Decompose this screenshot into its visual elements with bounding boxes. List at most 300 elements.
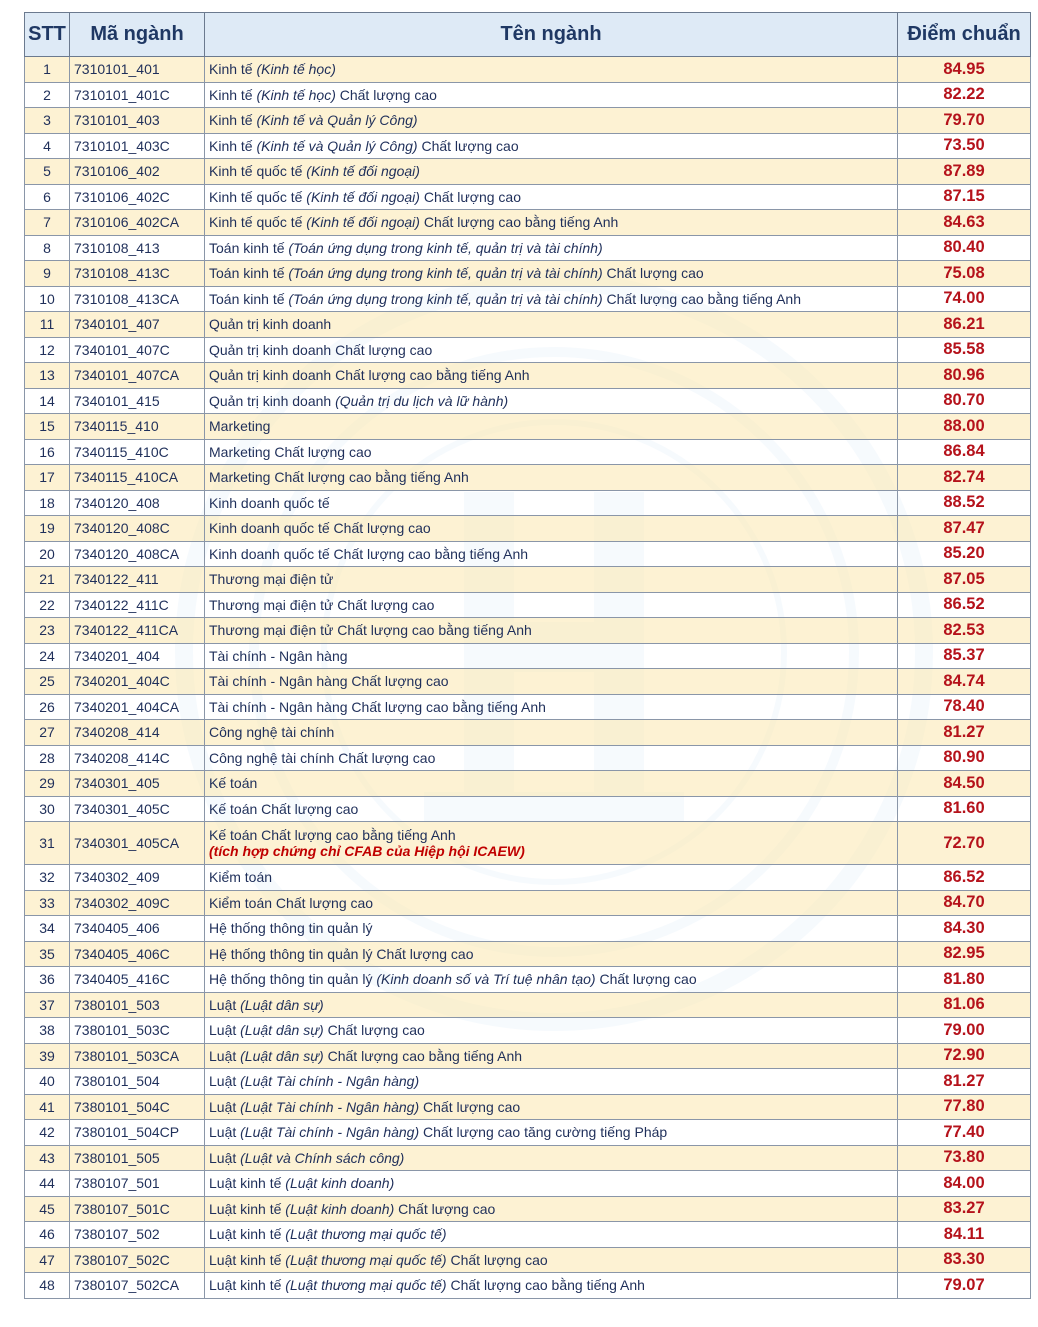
table-row (25, 337, 1031, 363)
table-row (25, 1094, 1031, 1120)
major-name: Kinh doanh quốc tế Chất lượng cao (209, 520, 431, 537)
benchmark-score-cell: 80.96 (898, 363, 1031, 389)
major-name-cell (205, 771, 898, 797)
table-row (25, 720, 1031, 746)
major-specialization: (Luật dân sự) (240, 1047, 324, 1064)
major-code-cell: 7380101_504 (70, 1069, 205, 1095)
major-name-cell (205, 1120, 898, 1146)
stt-cell: 48 (25, 1273, 70, 1299)
major-code-cell: 7310101_403C (70, 133, 205, 159)
table-row (25, 796, 1031, 822)
major-name-cell (205, 133, 898, 159)
table-row (25, 312, 1031, 338)
table-row (25, 694, 1031, 720)
major-name-cell (205, 286, 898, 312)
major-code-cell: 7340101_415 (70, 388, 205, 414)
major-name-cell (205, 592, 898, 618)
major-code-cell: 7380101_504CP (70, 1120, 205, 1146)
major-name: Toán kinh tế (209, 290, 285, 307)
benchmark-score-cell: 77.40 (898, 1120, 1031, 1146)
major-name: Luật (209, 1124, 237, 1141)
table-row (25, 159, 1031, 185)
major-code-cell: 7380101_503CA (70, 1043, 205, 1069)
stt-cell: 7 (25, 210, 70, 236)
stt-cell: 17 (25, 465, 70, 491)
stt-cell: 23 (25, 618, 70, 644)
stt-cell: 10 (25, 286, 70, 312)
major-name: Kinh tế quốc tế (209, 188, 303, 205)
major-name: Luật kinh tế (209, 1277, 282, 1294)
major-name: Kinh tế quốc tế (209, 214, 303, 231)
major-specialization: (Luật kinh doanh) (285, 1175, 395, 1192)
major-name: Quản trị kinh doanh Chất lượng cao (209, 341, 433, 358)
major-name-cell (205, 261, 898, 287)
table-row (25, 865, 1031, 891)
major-name-cell (205, 337, 898, 363)
stt-cell: 43 (25, 1145, 70, 1171)
table-header-row (25, 13, 1031, 57)
table-body (25, 57, 1031, 1299)
major-code-cell: 7340208_414C (70, 745, 205, 771)
table-row (25, 541, 1031, 567)
table-row (25, 822, 1031, 865)
major-name: Công nghệ tài chính Chất lượng cao (209, 749, 436, 766)
stt-cell: 22 (25, 592, 70, 618)
major-name-cell (205, 490, 898, 516)
table-row (25, 490, 1031, 516)
major-name-cell (205, 1018, 898, 1044)
major-specialization: (Kinh doanh số và Trí tuệ nhân tạo) (376, 971, 596, 988)
admission-score-table (24, 12, 1031, 1299)
benchmark-score-cell: 87.15 (898, 184, 1031, 210)
major-name-cell (205, 1069, 898, 1095)
benchmark-score-cell: 84.63 (898, 210, 1031, 236)
stt-cell: 45 (25, 1196, 70, 1222)
major-name-cell (205, 1145, 898, 1171)
major-program-type: Chất lượng cao bằng tiếng Anh (327, 1047, 523, 1064)
table-row (25, 82, 1031, 108)
benchmark-score-cell: 84.50 (898, 771, 1031, 797)
major-specialization: (Toán ứng dụng trong kinh tế, quản trị và tài chính) (288, 265, 603, 282)
benchmark-score-cell: 81.27 (898, 1069, 1031, 1095)
major-specialization: (Kinh tế đối ngoại) (306, 214, 420, 231)
major-specialization: (Luật thương mại quốc tế) (285, 1251, 447, 1268)
table-row (25, 1171, 1031, 1197)
major-name: Hệ thống thông tin quản lý Chất lượng cao (209, 945, 474, 962)
table-row (25, 108, 1031, 134)
benchmark-score-cell: 77.80 (898, 1094, 1031, 1120)
major-name-cell (205, 796, 898, 822)
stt-cell: 40 (25, 1069, 70, 1095)
major-specialization: (Luật và Chính sách công) (240, 1149, 405, 1166)
major-name-cell (205, 235, 898, 261)
major-code-cell: 7340120_408 (70, 490, 205, 516)
benchmark-score-cell: 81.80 (898, 967, 1031, 993)
major-specialization: (Luật Tài chính - Ngân hàng) (240, 1124, 420, 1141)
benchmark-score-cell: 82.53 (898, 618, 1031, 644)
major-name: Luật (209, 1022, 237, 1039)
stt-cell: 4 (25, 133, 70, 159)
stt-cell: 37 (25, 992, 70, 1018)
table-row (25, 669, 1031, 695)
table-row (25, 643, 1031, 669)
major-code-cell: 7340405_406C (70, 941, 205, 967)
major-name: Kế toán Chất lượng cao (209, 800, 359, 817)
major-code-cell: 7380107_502C (70, 1247, 205, 1273)
major-program-type: Chất lượng cao (339, 86, 437, 103)
major-name-cell (205, 312, 898, 338)
major-code-cell: 7340122_411C (70, 592, 205, 618)
major-code-cell: 7340201_404 (70, 643, 205, 669)
major-name: Kinh tế (209, 61, 253, 78)
stt-cell: 14 (25, 388, 70, 414)
major-code-cell: 7380101_504C (70, 1094, 205, 1120)
major-code-cell: 7340101_407C (70, 337, 205, 363)
benchmark-score-cell: 79.70 (898, 108, 1031, 134)
major-specialization: (Luật Tài chính - Ngân hàng) (240, 1073, 420, 1090)
benchmark-score-cell: 84.11 (898, 1222, 1031, 1248)
benchmark-score-cell: 88.52 (898, 490, 1031, 516)
header-name: Tên ngành (205, 13, 898, 57)
major-code-cell: 7310108_413 (70, 235, 205, 261)
benchmark-score-cell: 86.84 (898, 439, 1031, 465)
major-code-cell: 7310106_402CA (70, 210, 205, 236)
major-name-cell (205, 57, 898, 83)
major-name: Quản trị kinh doanh (209, 316, 332, 333)
table-row (25, 363, 1031, 389)
stt-cell: 47 (25, 1247, 70, 1273)
benchmark-score-cell: 85.58 (898, 337, 1031, 363)
table-row (25, 184, 1031, 210)
major-program-type: Chất lượng cao (327, 1022, 425, 1039)
major-specialization: (Luật thương mại quốc tế) (285, 1277, 447, 1294)
major-name: Luật (209, 1098, 237, 1115)
major-specialization: (Kinh tế học) (256, 61, 336, 78)
major-name: Thương mại điện tử Chất lượng cao (209, 596, 435, 613)
stt-cell: 31 (25, 822, 70, 865)
stt-cell: 19 (25, 516, 70, 542)
stt-cell: 36 (25, 967, 70, 993)
benchmark-score-cell: 75.08 (898, 261, 1031, 287)
major-name: Kiểm toán Chất lượng cao (209, 894, 374, 911)
table-row (25, 967, 1031, 993)
benchmark-score-cell: 74.00 (898, 286, 1031, 312)
major-name-cell (205, 439, 898, 465)
major-specialization: (Toán ứng dụng trong kinh tế, quản trị và tài chính) (288, 239, 603, 256)
stt-cell: 21 (25, 567, 70, 593)
major-name: Kế toán Chất lượng cao bằng tiếng Anh (209, 827, 456, 843)
benchmark-score-cell: 73.80 (898, 1145, 1031, 1171)
benchmark-score-cell: 72.70 (898, 822, 1031, 865)
benchmark-score-cell: 87.05 (898, 567, 1031, 593)
table-row (25, 235, 1031, 261)
major-name-cell (205, 720, 898, 746)
benchmark-score-cell: 84.70 (898, 890, 1031, 916)
stt-cell: 34 (25, 916, 70, 942)
major-code-cell: 7340120_408C (70, 516, 205, 542)
stt-cell: 25 (25, 669, 70, 695)
major-specialization: (Luật dân sự) (240, 1022, 324, 1039)
table-row (25, 941, 1031, 967)
major-code-cell: 7340201_404CA (70, 694, 205, 720)
stt-cell: 29 (25, 771, 70, 797)
major-name-cell (205, 916, 898, 942)
major-code-cell: 7310101_401 (70, 57, 205, 83)
stt-cell: 9 (25, 261, 70, 287)
major-name-cell (205, 108, 898, 134)
benchmark-score-cell: 73.50 (898, 133, 1031, 159)
major-name: Kinh doanh quốc tế (209, 494, 330, 511)
major-name-cell (205, 465, 898, 491)
major-specialization: (Kinh tế và Quản lý Công) (256, 112, 418, 129)
major-code-cell: 7310101_403 (70, 108, 205, 134)
stt-cell: 16 (25, 439, 70, 465)
major-name: Luật (209, 1047, 237, 1064)
benchmark-score-cell: 83.30 (898, 1247, 1031, 1273)
major-code-cell: 7340120_408CA (70, 541, 205, 567)
stt-cell: 8 (25, 235, 70, 261)
header-stt: STT (25, 13, 70, 57)
table-row (25, 516, 1031, 542)
benchmark-score-cell: 87.47 (898, 516, 1031, 542)
stt-cell: 30 (25, 796, 70, 822)
stt-cell: 27 (25, 720, 70, 746)
major-specialization: (Toán ứng dụng trong kinh tế, quản trị và tài chính) (288, 290, 603, 307)
table-row (25, 465, 1031, 491)
stt-cell: 12 (25, 337, 70, 363)
major-name: Quản trị kinh doanh Chất lượng cao bằng tiếng Anh (209, 367, 530, 384)
major-code-cell: 7380101_503 (70, 992, 205, 1018)
major-name-cell (205, 210, 898, 236)
benchmark-score-cell: 86.52 (898, 865, 1031, 891)
benchmark-score-cell: 79.07 (898, 1273, 1031, 1299)
table-row (25, 992, 1031, 1018)
benchmark-score-cell: 79.00 (898, 1018, 1031, 1044)
benchmark-score-cell: 84.74 (898, 669, 1031, 695)
major-code-cell: 7380107_501C (70, 1196, 205, 1222)
major-code-cell: 7340115_410C (70, 439, 205, 465)
table-row (25, 261, 1031, 287)
benchmark-score-cell: 86.52 (898, 592, 1031, 618)
table-row (25, 1247, 1031, 1273)
score-table-container (24, 12, 1030, 1299)
major-name: Toán kinh tế (209, 239, 285, 256)
benchmark-score-cell: 87.89 (898, 159, 1031, 185)
major-name-cell (205, 1247, 898, 1273)
major-name: Tài chính - Ngân hàng (209, 647, 348, 664)
major-specialization: (Luật kinh doanh) (285, 1200, 395, 1217)
major-code-cell: 7340101_407 (70, 312, 205, 338)
major-specialization: (Kinh tế đối ngoại) (306, 163, 420, 180)
major-name: Luật (209, 1073, 237, 1090)
major-name: Tài chính - Ngân hàng Chất lượng cao bằng tiếng Anh (209, 698, 546, 715)
benchmark-score-cell: 84.30 (898, 916, 1031, 942)
table-row (25, 414, 1031, 440)
table-row (25, 771, 1031, 797)
major-name: Quản trị kinh doanh (209, 392, 332, 409)
major-name-cell (205, 745, 898, 771)
benchmark-score-cell: 80.90 (898, 745, 1031, 771)
major-name: Kinh tế (209, 86, 253, 103)
major-code-cell: 7340301_405C (70, 796, 205, 822)
major-name-cell (205, 184, 898, 210)
major-program-type: Chất lượng cao bằng tiếng Anh (450, 1277, 645, 1294)
major-name-cell (205, 388, 898, 414)
major-name: Kinh doanh quốc tế Chất lượng cao bằng tiếng Anh (209, 545, 529, 562)
benchmark-score-cell: 81.27 (898, 720, 1031, 746)
stt-cell: 41 (25, 1094, 70, 1120)
table-row (25, 1273, 1031, 1299)
major-name-cell (205, 159, 898, 185)
benchmark-score-cell: 72.90 (898, 1043, 1031, 1069)
major-code-cell: 7340301_405CA (70, 822, 205, 865)
major-code-cell: 7340208_414 (70, 720, 205, 746)
major-code-cell: 7340122_411 (70, 567, 205, 593)
major-code-cell: 7340405_416C (70, 967, 205, 993)
stt-cell: 46 (25, 1222, 70, 1248)
major-name-cell (205, 890, 898, 916)
table-row (25, 210, 1031, 236)
benchmark-score-cell: 82.95 (898, 941, 1031, 967)
stt-cell: 26 (25, 694, 70, 720)
major-name: Luật kinh tế (209, 1200, 282, 1217)
major-program-type: Chất lượng cao (423, 188, 521, 205)
benchmark-score-cell: 82.22 (898, 82, 1031, 108)
table-row (25, 1196, 1031, 1222)
major-name-cell (205, 822, 898, 865)
major-name: Luật kinh tế (209, 1175, 282, 1192)
major-name-cell (205, 1196, 898, 1222)
major-name-cell (205, 1171, 898, 1197)
major-name-cell (205, 1273, 898, 1299)
benchmark-score-cell: 82.74 (898, 465, 1031, 491)
major-name: Kiểm toán (209, 869, 273, 886)
major-code-cell: 7380101_503C (70, 1018, 205, 1044)
major-code-cell: 7380101_505 (70, 1145, 205, 1171)
major-specialization: (Kinh tế và Quản lý Công) (256, 137, 418, 154)
major-name-cell (205, 567, 898, 593)
table-row (25, 1043, 1031, 1069)
benchmark-score-cell: 80.40 (898, 235, 1031, 261)
major-program-type: Chất lượng cao bằng tiếng Anh (606, 290, 801, 307)
major-name: Marketing Chất lượng cao (209, 443, 372, 460)
stt-cell: 3 (25, 108, 70, 134)
major-code-cell: 7340302_409 (70, 865, 205, 891)
table-row (25, 388, 1031, 414)
major-code-cell: 7310101_401C (70, 82, 205, 108)
major-name-cell (205, 992, 898, 1018)
major-name: Công nghệ tài chính (209, 724, 335, 741)
table-row (25, 1018, 1031, 1044)
major-code-cell: 7310108_413C (70, 261, 205, 287)
major-program-type: Chất lượng cao (606, 265, 704, 282)
major-name: Kế toán (209, 775, 258, 792)
major-name-cell (205, 967, 898, 993)
table-row (25, 1222, 1031, 1248)
major-code-cell: 7310106_402C (70, 184, 205, 210)
major-name-cell (205, 1043, 898, 1069)
major-name-cell (205, 618, 898, 644)
table-row (25, 1069, 1031, 1095)
major-code-cell: 7340405_406 (70, 916, 205, 942)
major-specialization: (Kinh tế đối ngoại) (306, 188, 420, 205)
benchmark-score-cell: 88.00 (898, 414, 1031, 440)
major-specialization: (Kinh tế học) (256, 86, 336, 103)
stt-cell: 20 (25, 541, 70, 567)
table-row (25, 1145, 1031, 1171)
major-name-cell (205, 669, 898, 695)
major-name: Kinh tế (209, 112, 253, 129)
major-name: Kinh tế (209, 137, 253, 154)
table-row (25, 439, 1031, 465)
table-row (25, 133, 1031, 159)
benchmark-score-cell: 80.70 (898, 388, 1031, 414)
major-code-cell: 7340122_411CA (70, 618, 205, 644)
stt-cell: 32 (25, 865, 70, 891)
table-row (25, 592, 1031, 618)
benchmark-score-cell: 83.27 (898, 1196, 1031, 1222)
benchmark-score-cell: 78.40 (898, 694, 1031, 720)
major-code-cell: 7310108_413CA (70, 286, 205, 312)
benchmark-score-cell: 84.95 (898, 57, 1031, 83)
stt-cell: 33 (25, 890, 70, 916)
major-name: Luật (209, 1149, 237, 1166)
table-row (25, 1120, 1031, 1146)
major-name: Marketing Chất lượng cao bằng tiếng Anh (209, 469, 469, 486)
major-program-type: Chất lượng cao (421, 137, 519, 154)
major-name: Luật kinh tế (209, 1251, 282, 1268)
benchmark-score-cell: 84.00 (898, 1171, 1031, 1197)
header-score: Điểm chuẩn (898, 13, 1031, 57)
major-program-type: Chất lượng cao (423, 1098, 521, 1115)
major-code-cell: 7340302_409C (70, 890, 205, 916)
major-name: Thương mại điện tử (209, 571, 334, 588)
benchmark-score-cell: 81.06 (898, 992, 1031, 1018)
major-name-cell (205, 694, 898, 720)
major-name-cell (205, 541, 898, 567)
major-name: Thương mại điện tử Chất lượng cao bằng tiếng Anh (209, 622, 532, 639)
stt-cell: 13 (25, 363, 70, 389)
major-name-cell (205, 414, 898, 440)
major-code-cell: 7380107_502CA (70, 1273, 205, 1299)
major-name: Kinh tế quốc tế (209, 163, 303, 180)
major-name-cell (205, 363, 898, 389)
major-code-cell: 7340201_404C (70, 669, 205, 695)
stt-cell: 24 (25, 643, 70, 669)
table-row (25, 916, 1031, 942)
table-row (25, 57, 1031, 83)
major-specialization: (Luật Tài chính - Ngân hàng) (240, 1098, 420, 1115)
table-row (25, 286, 1031, 312)
benchmark-score-cell: 85.20 (898, 541, 1031, 567)
major-name-cell (205, 865, 898, 891)
major-program-type: Chất lượng cao (398, 1200, 496, 1217)
stt-cell: 18 (25, 490, 70, 516)
table-row (25, 745, 1031, 771)
table-row (25, 567, 1031, 593)
stt-cell: 15 (25, 414, 70, 440)
major-code-cell: 7310106_402 (70, 159, 205, 185)
stt-cell: 28 (25, 745, 70, 771)
major-name-cell (205, 516, 898, 542)
stt-cell: 6 (25, 184, 70, 210)
major-name: Hệ thống thông tin quản lý (209, 920, 373, 937)
major-program-type: Chất lượng cao (450, 1251, 548, 1268)
stt-cell: 44 (25, 1171, 70, 1197)
major-name: Marketing (209, 418, 271, 435)
stt-cell: 35 (25, 941, 70, 967)
major-name-cell (205, 82, 898, 108)
